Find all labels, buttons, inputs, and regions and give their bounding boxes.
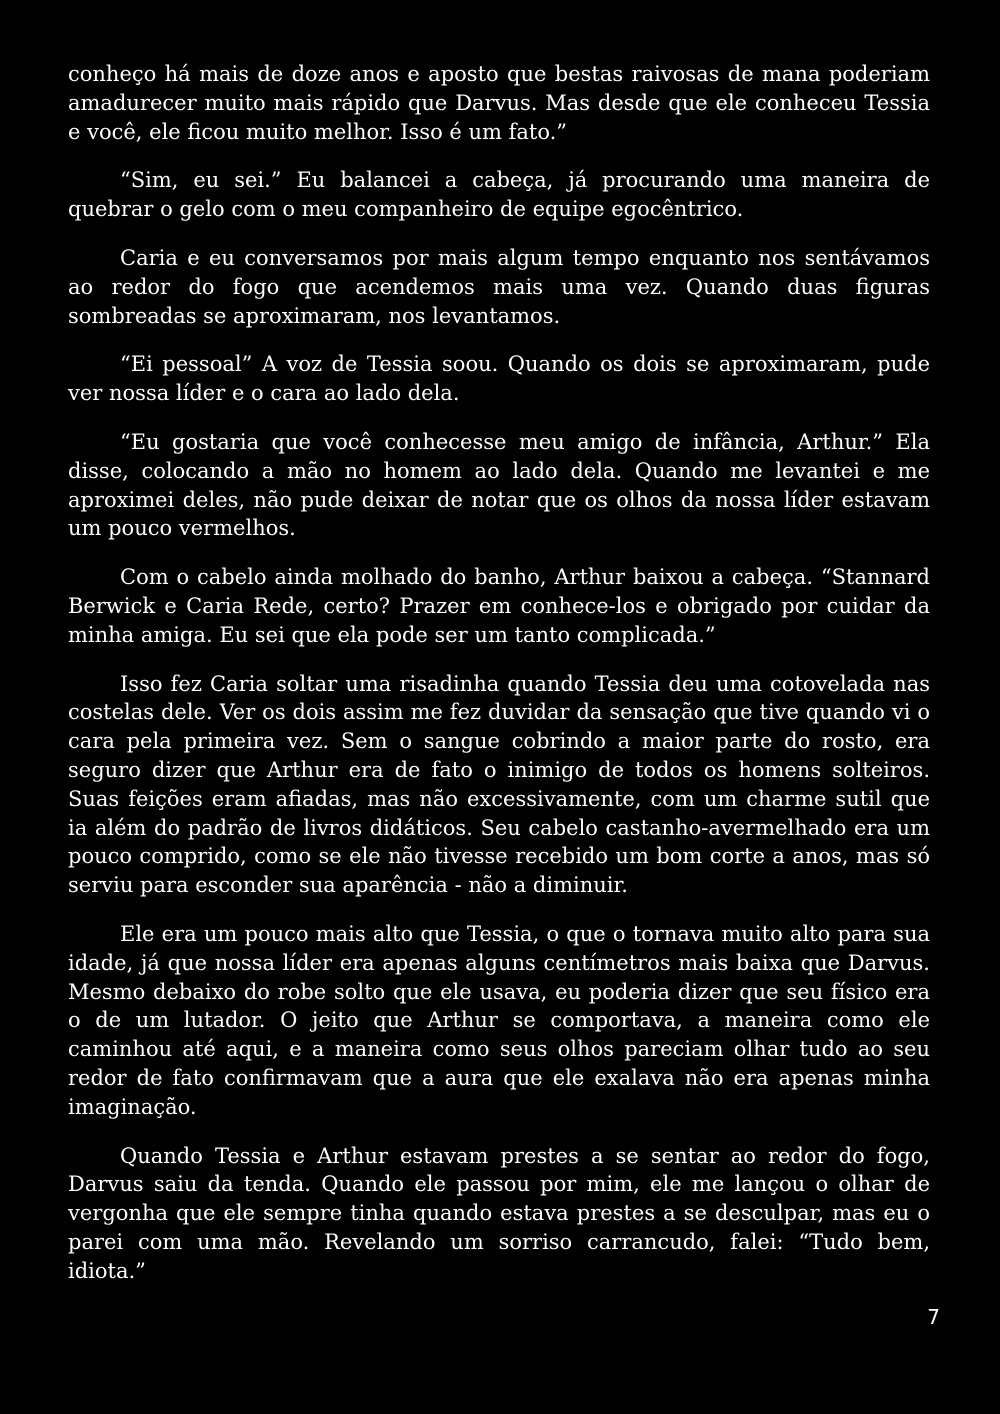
- paragraph-3: Caria e eu conversamos por mais algum tempo enquanto nos sentávamos ao redor do fogo que acendemos mais uma vez. Quando duas figuras sombreadas se aproximaram, nos levantamos.: [68, 245, 930, 328]
- paragraph-9: Quando Tessia e Arthur estavam prestes a se sentar ao redor do fogo, Darvus saiu da tenda. Quando ele passou por mim, ele me lançou o olhar de vergonha que ele sempre tinha quando estava prestes a se desculpar, mas eu o parei com uma mão. Revelando um sorriso carrancudo, falei: “Tudo bem, idiota.”: [68, 1143, 930, 1283]
- page-number: 7: [927, 1305, 940, 1329]
- paragraph-2: “Sim, eu sei.” Eu balancei a cabeça, já procurando uma maneira de quebrar o gelo com o meu companheiro de equipe egocêntrico.: [68, 168, 930, 222]
- paragraph-1: conheço há mais de doze anos e aposto que bestas raivosas de mana poderiam amadurecer muito mais rápido que Darvus. Mas desde que ele conheceu Tessia e você, ele ficou muito melhor. Isso é um fato.”: [68, 62, 930, 144]
- paragraph-5: “Eu gostaria que você conhecesse meu amigo de infância, Arthur.” Ela disse, colocando a mão no homem ao lado dela. Quando me levantei e me aproximei deles, não pude deixar de notar que os olhos da nossa líder estavam um pouco vermelhos.: [68, 429, 930, 541]
- paragraph-6: Com o cabelo ainda molhado do banho, Arthur baixou a cabeça. “Stannard Berwick e Caria Rede, certo? Prazer em conhece-los e obrigado por cuidar da minha amiga. Eu sei que ela pode ser um tanto complicada.”: [68, 565, 930, 647]
- paragraph-7: Isso fez Caria soltar uma risadinha quando Tessia deu uma cotovelada nas costelas dele. Ver os dois assim me fez duvidar da sensação que tive quando vi o cara pela primeira vez. Sem o sangue cobrindo a maior parte do rosto, era seguro dizer que Arthur era de fato o inimigo de todos os homens solteiros. Suas feições eram afiadas, mas não excessivamente, com um charme sutil que ia além do padrão de livros didáticos. Seu cabelo castanho-avermelhado era um pouco comprido, como se ele não tivesse recebido um bom corte a anos, mas só serviu para esconder sua aparência - não a diminuir.: [68, 671, 930, 898]
- paragraph-8: Ele era um pouco mais alto que Tessia, o que o tornava muito alto para sua idade, já que nossa líder era apenas alguns centímetros mais baixa que Darvus. Mesmo debaixo do robe solto que ele usava, eu poderia dizer que seu físico era o de um lutador. O jeito que Arthur se comportava, a maneira como ele caminhou até aqui, e a maneira como seus olhos pareciam olhar tudo ao seu redor de fato confirmavam que a aura que ele exalava não era apenas minha imaginação.: [68, 921, 930, 1119]
- paragraph-4: “Ei pessoal” A voz de Tessia soou. Quando os dois se aproximaram, pude ver nossa líder e o cara ao lado dela.: [68, 352, 930, 406]
- page-body: [68, 60, 930, 1305]
